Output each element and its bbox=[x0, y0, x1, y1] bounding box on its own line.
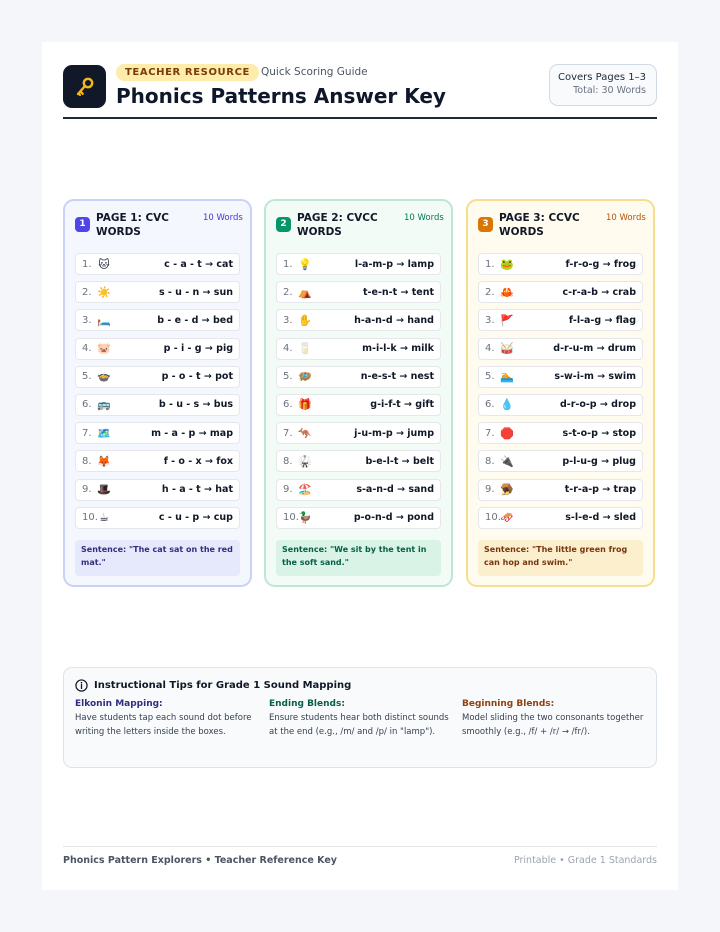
coverage-pages: Covers Pages 1–3 bbox=[558, 72, 646, 83]
word-count: 10 Words bbox=[404, 213, 444, 223]
word-mapping: m-i-l-k → milk bbox=[362, 343, 434, 355]
footer-meta: Printable • Grade 1 Standards bbox=[513, 855, 657, 866]
practice-sentence: Sentence: "The little green frog can hop and swim." bbox=[478, 540, 643, 576]
answer-card-page-2 bbox=[264, 199, 453, 587]
practice-sentence: Sentence: "We sit by the tent in the soft sand." bbox=[276, 540, 441, 576]
answer-row bbox=[478, 507, 643, 529]
row-number: 1. bbox=[82, 258, 92, 270]
row-number: 6. bbox=[485, 399, 495, 411]
instructional-tips bbox=[63, 667, 657, 768]
guide-subtitle: Quick Scoring Guide bbox=[261, 66, 368, 78]
answer-row bbox=[276, 450, 441, 472]
word-mapping: f - o - x → fox bbox=[163, 455, 233, 467]
card-number: 3 bbox=[478, 217, 493, 232]
word-mapping: g-i-f-t → gift bbox=[370, 399, 434, 411]
word-mapping: t-e-n-t → tent bbox=[363, 286, 434, 298]
picture-icon: 🦊 bbox=[97, 454, 111, 468]
answer-row bbox=[276, 253, 441, 275]
answer-list bbox=[276, 253, 441, 535]
answer-list bbox=[478, 253, 643, 535]
picture-icon: 🐷 bbox=[97, 342, 111, 356]
row-number: 9. bbox=[82, 484, 92, 495]
row-number: 3. bbox=[82, 314, 92, 326]
answer-row bbox=[478, 253, 643, 275]
answer-row bbox=[75, 338, 240, 360]
word-mapping: p - o - t → pot bbox=[161, 371, 233, 383]
word-mapping: c - a - t → cat bbox=[164, 258, 233, 270]
picture-icon: 🎁 bbox=[298, 398, 312, 412]
answer-card-page-3 bbox=[466, 199, 655, 587]
answer-list bbox=[75, 253, 240, 535]
word-mapping: h-a-n-d → hand bbox=[354, 314, 434, 326]
tip-body: Model sliding the two consonants together smoothly (e.g., /f/ + /r/ → /fr/). bbox=[462, 713, 644, 737]
tip-body: Ensure students hear both distinct sounds at the end (e.g., /m/ and /p/ in "lamp"). bbox=[269, 713, 449, 737]
word-mapping: s-w-i-m → swim bbox=[554, 371, 636, 383]
word-mapping: f-l-a-g → flag bbox=[568, 314, 636, 326]
picture-icon: ☀️ bbox=[97, 285, 111, 299]
answer-row bbox=[478, 422, 643, 444]
answer-row bbox=[276, 366, 441, 388]
row-number: 1. bbox=[283, 258, 293, 270]
word-mapping: b-e-l-t → belt bbox=[365, 455, 434, 467]
picture-icon: 🪺 bbox=[298, 370, 312, 384]
picture-icon: 🗺️ bbox=[97, 426, 111, 440]
row-number: 3. bbox=[485, 314, 495, 326]
picture-icon: 🚩 bbox=[500, 313, 514, 327]
card-title: PAGE 1: CVC WORDS bbox=[96, 212, 170, 238]
answer-row bbox=[276, 281, 441, 303]
picture-icon: 🪤 bbox=[500, 483, 514, 496]
answer-row bbox=[75, 507, 240, 529]
answer-row bbox=[478, 366, 643, 388]
resource-badge: TEACHER RESOURCE bbox=[116, 64, 259, 81]
answer-row bbox=[75, 281, 240, 303]
answer-card-page-1 bbox=[63, 199, 252, 587]
word-mapping: p - i - g → pig bbox=[163, 343, 233, 355]
row-number: 2. bbox=[283, 286, 293, 298]
word-mapping: t-r-a-p → trap bbox=[564, 484, 636, 495]
word-mapping: b - e - d → bed bbox=[157, 314, 233, 326]
row-number: 10. bbox=[82, 512, 98, 524]
row-number: 7. bbox=[485, 427, 495, 439]
picture-icon: 🛷 bbox=[500, 511, 514, 525]
word-mapping: c-r-a-b → crab bbox=[562, 286, 636, 298]
row-number: 8. bbox=[283, 455, 293, 467]
answer-row bbox=[75, 394, 240, 416]
word-mapping: s-t-o-p → stop bbox=[562, 427, 636, 439]
card-number: 1 bbox=[75, 217, 90, 232]
row-number: 8. bbox=[485, 455, 495, 467]
card-title: PAGE 2: CVCC WORDS bbox=[297, 212, 378, 238]
header-divider bbox=[63, 117, 657, 119]
row-number: 10. bbox=[485, 512, 501, 524]
footer-title: Phonics Pattern Explorers • Teacher Reference Key bbox=[63, 855, 337, 866]
coverage-total: Total: 30 Words bbox=[573, 85, 646, 96]
answer-row bbox=[75, 366, 240, 388]
row-number: 7. bbox=[82, 427, 92, 439]
picture-icon: 🐸 bbox=[500, 257, 514, 271]
word-mapping: l-a-m-p → lamp bbox=[354, 258, 434, 270]
header bbox=[63, 63, 657, 119]
card-number: 2 bbox=[276, 217, 291, 232]
answer-row bbox=[478, 281, 643, 303]
answer-row bbox=[75, 309, 240, 331]
word-mapping: f-r-o-g → frog bbox=[565, 258, 636, 270]
answer-key-page bbox=[42, 42, 678, 890]
coverage-box bbox=[549, 64, 657, 106]
picture-icon: 🎩 bbox=[97, 483, 111, 496]
answer-row bbox=[276, 309, 441, 331]
row-number: 5. bbox=[485, 371, 495, 383]
footer-divider bbox=[63, 846, 657, 847]
answer-row bbox=[276, 507, 441, 529]
tip-beginning-blends bbox=[462, 698, 652, 739]
picture-icon: 🦘 bbox=[298, 426, 312, 440]
tips-header bbox=[75, 679, 351, 692]
word-mapping: c - u - p → cup bbox=[158, 512, 233, 524]
answer-row bbox=[276, 479, 441, 501]
picture-icon: 🛏️ bbox=[97, 313, 111, 327]
row-number: 5. bbox=[82, 371, 92, 383]
picture-icon: 💡 bbox=[298, 257, 312, 271]
key-icon bbox=[73, 75, 97, 99]
row-number: 5. bbox=[283, 371, 293, 383]
tips-title: Instructional Tips for Grade 1 Sound Mapping bbox=[94, 680, 352, 691]
picture-icon: 🏖️ bbox=[298, 483, 312, 496]
picture-icon: 🔌 bbox=[500, 454, 514, 468]
picture-icon: ☕ bbox=[99, 511, 109, 525]
card-title: PAGE 3: CCVC WORDS bbox=[499, 212, 580, 238]
answer-row bbox=[75, 479, 240, 501]
word-mapping: h - a - t → hat bbox=[161, 484, 233, 495]
word-mapping: p-l-u-g → plug bbox=[562, 455, 636, 467]
tip-body: Have students tap each sound dot before writing the letters inside the boxes. bbox=[75, 713, 252, 737]
word-mapping: s-a-n-d → sand bbox=[356, 484, 434, 495]
row-number: 6. bbox=[283, 399, 293, 411]
picture-icon: 🍲 bbox=[97, 370, 111, 384]
picture-icon: 🛑 bbox=[500, 426, 514, 440]
row-number: 2. bbox=[485, 286, 495, 298]
row-number: 2. bbox=[82, 286, 92, 298]
card-header bbox=[276, 211, 444, 243]
tip-heading: Ending Blends: bbox=[269, 699, 345, 709]
row-number: 1. bbox=[485, 258, 495, 270]
card-header bbox=[478, 211, 646, 243]
answer-row bbox=[75, 253, 240, 275]
row-number: 4. bbox=[485, 343, 495, 355]
picture-icon: 🦆 bbox=[298, 511, 312, 525]
tip-heading: Elkonin Mapping: bbox=[75, 699, 163, 709]
answer-row bbox=[478, 338, 643, 360]
logo bbox=[63, 65, 106, 108]
picture-icon: 🥋 bbox=[298, 454, 312, 468]
answer-row bbox=[478, 309, 643, 331]
row-number: 4. bbox=[82, 343, 92, 355]
word-count: 10 Words bbox=[203, 213, 243, 223]
picture-icon: 🦀 bbox=[500, 285, 514, 299]
card-header bbox=[75, 211, 243, 243]
row-number: 9. bbox=[485, 484, 495, 495]
picture-icon: 🐱 bbox=[98, 257, 110, 271]
word-mapping: b - u - s → bus bbox=[158, 399, 233, 411]
picture-icon: ✋ bbox=[298, 313, 312, 327]
row-number: 4. bbox=[283, 343, 293, 355]
word-mapping: m - a - p → map bbox=[151, 427, 233, 439]
answer-row bbox=[276, 422, 441, 444]
word-mapping: d-r-u-m → drum bbox=[553, 343, 636, 355]
tip-ending-blends bbox=[269, 698, 459, 739]
row-number: 9. bbox=[283, 484, 293, 495]
word-mapping: s-l-e-d → sled bbox=[565, 512, 636, 524]
tip-elkonin-mapping bbox=[75, 698, 265, 739]
answer-row bbox=[478, 450, 643, 472]
page-title: Phonics Patterns Answer Key bbox=[116, 84, 446, 108]
answer-row bbox=[478, 479, 643, 501]
word-mapping: n-e-s-t → nest bbox=[360, 371, 434, 383]
word-mapping: p-o-n-d → pond bbox=[353, 512, 434, 524]
word-mapping: d-r-o-p → drop bbox=[559, 399, 636, 411]
answer-row bbox=[276, 338, 441, 360]
answer-row bbox=[276, 394, 441, 416]
row-number: 3. bbox=[283, 314, 293, 326]
word-count: 10 Words bbox=[606, 213, 646, 223]
word-mapping: j-u-m-p → jump bbox=[354, 427, 434, 439]
row-number: 8. bbox=[82, 455, 92, 467]
picture-icon: 🥛 bbox=[298, 342, 312, 356]
row-number: 10. bbox=[283, 512, 299, 524]
row-number: 6. bbox=[82, 399, 92, 411]
info-icon bbox=[75, 679, 88, 692]
picture-icon: 🚌 bbox=[97, 398, 111, 412]
answer-row bbox=[75, 422, 240, 444]
answer-row bbox=[75, 450, 240, 472]
practice-sentence: Sentence: "The cat sat on the red mat." bbox=[75, 540, 240, 576]
word-mapping: s - u - n → sun bbox=[158, 286, 233, 298]
picture-icon: 🏊 bbox=[500, 370, 514, 384]
picture-icon: 🥁 bbox=[500, 342, 514, 356]
picture-icon: 💧 bbox=[500, 398, 514, 412]
answer-row bbox=[478, 394, 643, 416]
tip-heading: Beginning Blends: bbox=[462, 699, 555, 709]
row-number: 7. bbox=[283, 427, 293, 439]
picture-icon: ⛺ bbox=[298, 285, 312, 299]
